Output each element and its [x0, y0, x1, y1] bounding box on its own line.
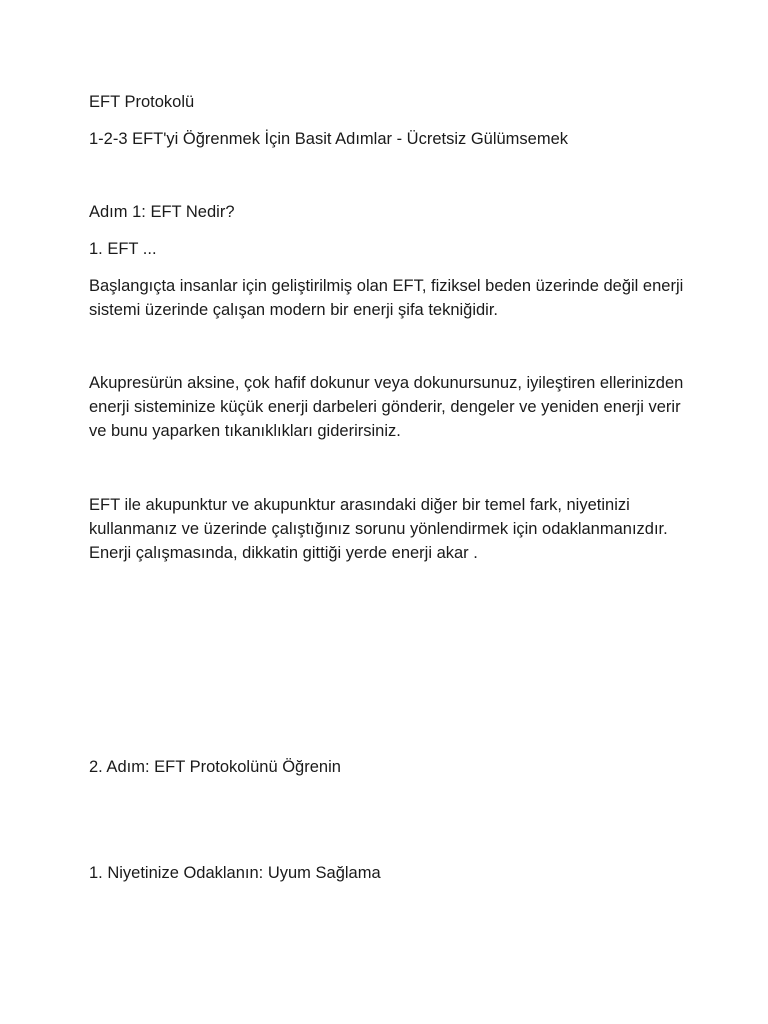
step2-heading: 2. Adım: EFT Protokolünü Öğrenin	[89, 758, 341, 776]
paragraph-2: Akupresürün aksine, çok hafif dokunur veya dokunursunuz, iyileştiren ellerinizden enerji sisteminize küçük enerji darbeleri gönderir, dengeler ve yeniden enerji verir ve bunu yaparken tıkanıklıkları giderirsiniz.	[89, 374, 684, 440]
paragraph-1: Başlangıçta insanlar için geliştirilmiş olan EFT, fiziksel beden üzerinde değil enerji sistemi üzerinde çalışan modern bir enerji şifa tekniğidir.	[89, 277, 684, 319]
document-title: EFT Protokolü	[89, 93, 195, 111]
paragraph-3: EFT ile akupunktur ve akupunktur arasındaki diğer bir temel fark, niyetinizi kullanmanız ve üzerinde çalıştığınız sorunu yönlendirmek için odaklanmanızdır. Enerji çalışmasında, dikkatin gittiği yerde enerji akar .	[89, 496, 668, 562]
document-subtitle: 1-2-3 EFT'yi Öğrenmek İçin Basit Adımlar - Ücretsiz Gülümsemek	[89, 130, 569, 148]
step1-heading: Adım 1: EFT Nedir?	[89, 203, 235, 221]
step2-item: 1. Niyetinize Odaklanın: Uyum Sağlama	[89, 864, 381, 882]
step1-item: 1. EFT ...	[89, 240, 157, 258]
